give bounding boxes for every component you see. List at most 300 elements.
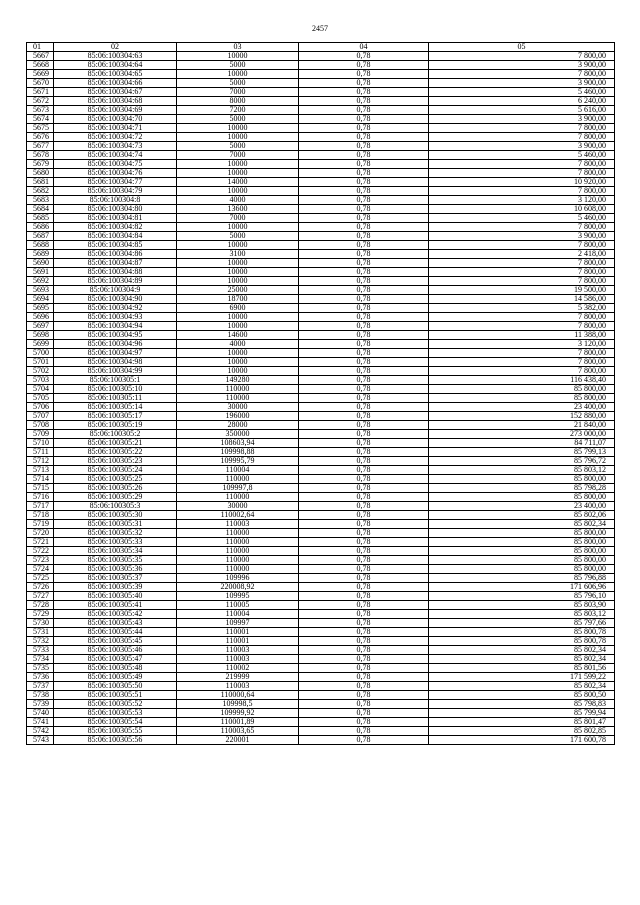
table-cell: 85:06:100304:66 (54, 79, 177, 88)
table-cell: 85:06:100305:42 (54, 610, 177, 619)
table-cell: 85:06:100304:93 (54, 313, 177, 322)
table-cell: 5709 (27, 430, 54, 439)
table-cell: 18700 (177, 295, 299, 304)
table-cell: 220001 (177, 736, 299, 745)
table-cell: 85:06:100304:73 (54, 142, 177, 151)
table-cell: 0,78 (299, 511, 429, 520)
table-row (27, 142, 615, 151)
table-row (27, 97, 615, 106)
table-cell: 5722 (27, 547, 54, 556)
table-row (27, 655, 615, 664)
table-row (27, 493, 615, 502)
table-row (27, 475, 615, 484)
table-cell: 10000 (177, 187, 299, 196)
table-cell: 85:06:100305:26 (54, 484, 177, 493)
table-cell: 0,78 (299, 592, 429, 601)
table-cell: 10000 (177, 160, 299, 169)
table-cell: 85:06:100304:82 (54, 223, 177, 232)
table-cell: 30000 (177, 403, 299, 412)
table-cell: 5675 (27, 124, 54, 133)
table-cell: 5703 (27, 376, 54, 385)
table-cell: 0,78 (299, 727, 429, 736)
table-cell: 14600 (177, 331, 299, 340)
column-header: 05 (429, 43, 615, 52)
table-row (27, 403, 615, 412)
table-cell: 5677 (27, 142, 54, 151)
table-cell: 0,78 (299, 196, 429, 205)
table-cell: 85:06:100305:52 (54, 700, 177, 709)
table-cell: 85 800,00 (429, 547, 615, 556)
table-cell: 6900 (177, 304, 299, 313)
table-cell: 85 802,34 (429, 646, 615, 655)
table-row (27, 241, 615, 250)
table-cell: 3 120,00 (429, 196, 615, 205)
table-cell: 0,78 (299, 709, 429, 718)
table-cell: 85:06:100305:36 (54, 565, 177, 574)
table-cell: 0,78 (299, 466, 429, 475)
table-cell: 5733 (27, 646, 54, 655)
table-cell: 5723 (27, 556, 54, 565)
table-cell: 85:06:100305:47 (54, 655, 177, 664)
table-cell: 7200 (177, 106, 299, 115)
table-row (27, 673, 615, 682)
table-cell: 10000 (177, 259, 299, 268)
table-cell: 0,78 (299, 151, 429, 160)
table-cell: 5710 (27, 439, 54, 448)
table-cell: 0,78 (299, 421, 429, 430)
table-cell: 7 800,00 (429, 70, 615, 79)
table-cell: 4000 (177, 196, 299, 205)
table-cell: 85:06:100305:39 (54, 583, 177, 592)
table-cell: 110000 (177, 493, 299, 502)
table-cell: 109997,8 (177, 484, 299, 493)
table-cell: 5725 (27, 574, 54, 583)
table-cell: 0,78 (299, 70, 429, 79)
table-cell: 85 802,06 (429, 511, 615, 520)
table-row (27, 133, 615, 142)
table-cell: 0,78 (299, 646, 429, 655)
table-cell: 85:06:100304:81 (54, 214, 177, 223)
table-cell: 0,78 (299, 673, 429, 682)
table-cell: 85:06:100304:71 (54, 124, 177, 133)
table-cell: 85:06:100305:37 (54, 574, 177, 583)
table-cell: 85:06:100305:3 (54, 502, 177, 511)
table-cell: 5719 (27, 520, 54, 529)
table-cell: 5694 (27, 295, 54, 304)
table-cell: 5690 (27, 259, 54, 268)
table-cell: 85:06:100305:35 (54, 556, 177, 565)
table-cell: 85 796,88 (429, 574, 615, 583)
table-cell: 7000 (177, 151, 299, 160)
table-cell: 85:06:100305:51 (54, 691, 177, 700)
table-cell: 0,78 (299, 178, 429, 187)
table-cell: 85 800,00 (429, 565, 615, 574)
table-row (27, 574, 615, 583)
table-cell: 85:06:100305:21 (54, 439, 177, 448)
table-cell: 10000 (177, 70, 299, 79)
table-row (27, 727, 615, 736)
table-row (27, 367, 615, 376)
table-cell: 5670 (27, 79, 54, 88)
table-cell: 0,78 (299, 115, 429, 124)
table-cell: 5729 (27, 610, 54, 619)
table-cell: 5728 (27, 601, 54, 610)
table-cell: 84 711,07 (429, 439, 615, 448)
table-row (27, 160, 615, 169)
table-cell: 23 400,00 (429, 502, 615, 511)
table-cell: 0,78 (299, 619, 429, 628)
table-row (27, 304, 615, 313)
table-row (27, 169, 615, 178)
table-cell: 5676 (27, 133, 54, 142)
table-cell: 5681 (27, 178, 54, 187)
table-cell: 0,78 (299, 493, 429, 502)
table-cell: 5743 (27, 736, 54, 745)
table-row (27, 565, 615, 574)
table-cell: 7 800,00 (429, 367, 615, 376)
table-row (27, 187, 615, 196)
table-cell: 5672 (27, 97, 54, 106)
table-cell: 85 803,12 (429, 610, 615, 619)
table-cell: 5702 (27, 367, 54, 376)
table-cell: 5701 (27, 358, 54, 367)
table-cell: 0,78 (299, 106, 429, 115)
table-cell: 110000 (177, 538, 299, 547)
table-cell: 85:06:100305:34 (54, 547, 177, 556)
table-cell: 5707 (27, 412, 54, 421)
table-cell: 30000 (177, 502, 299, 511)
table-cell: 0,78 (299, 124, 429, 133)
table-cell: 0,78 (299, 52, 429, 61)
table-row (27, 277, 615, 286)
column-header: 04 (299, 43, 429, 52)
table-cell: 109995 (177, 592, 299, 601)
table-cell: 110000 (177, 547, 299, 556)
table-cell: 5667 (27, 52, 54, 61)
table-row (27, 115, 615, 124)
table-cell: 110005 (177, 601, 299, 610)
table-cell: 0,78 (299, 610, 429, 619)
table-cell: 0,78 (299, 169, 429, 178)
table-cell: 7 800,00 (429, 358, 615, 367)
table-header-row (27, 43, 615, 52)
table-cell: 10000 (177, 367, 299, 376)
table-cell: 0,78 (299, 241, 429, 250)
table-cell: 7 800,00 (429, 241, 615, 250)
table-cell: 14000 (177, 178, 299, 187)
table-cell: 0,78 (299, 448, 429, 457)
table-cell: 0,78 (299, 187, 429, 196)
table-cell: 5705 (27, 394, 54, 403)
table-cell: 5673 (27, 106, 54, 115)
table-cell: 25000 (177, 286, 299, 295)
table-row (27, 349, 615, 358)
table-cell: 5000 (177, 79, 299, 88)
table-cell: 0,78 (299, 61, 429, 70)
table-cell: 0,78 (299, 250, 429, 259)
table-cell: 85 803,90 (429, 601, 615, 610)
table-cell: 85:06:100304:96 (54, 340, 177, 349)
table-cell: 85 800,00 (429, 475, 615, 484)
table-cell: 7 800,00 (429, 259, 615, 268)
table-cell: 85:06:100305:48 (54, 664, 177, 673)
table-row (27, 529, 615, 538)
table-cell: 5678 (27, 151, 54, 160)
table-cell: 0,78 (299, 79, 429, 88)
table-cell: 0,78 (299, 232, 429, 241)
table-cell: 6 240,00 (429, 97, 615, 106)
table-cell: 0,78 (299, 394, 429, 403)
table-cell: 0,78 (299, 133, 429, 142)
table-row (27, 358, 615, 367)
table-cell: 171 606,96 (429, 583, 615, 592)
table-cell: 85:06:100304:74 (54, 151, 177, 160)
table-cell: 85:06:100305:22 (54, 448, 177, 457)
table-cell: 5711 (27, 448, 54, 457)
table-cell: 5737 (27, 682, 54, 691)
table-cell: 0,78 (299, 223, 429, 232)
table-cell: 10000 (177, 169, 299, 178)
table-cell: 85:06:100305:32 (54, 529, 177, 538)
table-cell: 85 802,34 (429, 655, 615, 664)
table-cell: 110001 (177, 628, 299, 637)
table-row (27, 295, 615, 304)
table-cell: 85:06:100304:68 (54, 97, 177, 106)
table-cell: 85 799,13 (429, 448, 615, 457)
column-header: 03 (177, 43, 299, 52)
table-row (27, 196, 615, 205)
table-cell: 85:06:100305:50 (54, 682, 177, 691)
table-cell: 7000 (177, 88, 299, 97)
table-cell: 5683 (27, 196, 54, 205)
table-cell: 0,78 (299, 502, 429, 511)
table-row (27, 448, 615, 457)
table-cell: 85 802,34 (429, 682, 615, 691)
table-row (27, 484, 615, 493)
table-row (27, 88, 615, 97)
table-cell: 8000 (177, 97, 299, 106)
column-header: 02 (54, 43, 177, 52)
table-cell: 110003,65 (177, 727, 299, 736)
table-cell: 85:06:100305:29 (54, 493, 177, 502)
table-cell: 5706 (27, 403, 54, 412)
table-cell: 85:06:100305:54 (54, 718, 177, 727)
table-cell: 5696 (27, 313, 54, 322)
data-table (26, 42, 615, 745)
table-cell: 5689 (27, 250, 54, 259)
table-cell: 0,78 (299, 700, 429, 709)
table-cell: 0,78 (299, 205, 429, 214)
table-cell: 0,78 (299, 97, 429, 106)
table-cell: 85 803,12 (429, 466, 615, 475)
table-cell: 5730 (27, 619, 54, 628)
table-cell: 5721 (27, 538, 54, 547)
table-cell: 5726 (27, 583, 54, 592)
table-cell: 5680 (27, 169, 54, 178)
table-cell: 85:06:100305:41 (54, 601, 177, 610)
table-row (27, 214, 615, 223)
table-cell: 0,78 (299, 412, 429, 421)
table-cell: 110000 (177, 565, 299, 574)
table-cell: 85:06:100305:30 (54, 511, 177, 520)
table-row (27, 583, 615, 592)
table-row (27, 601, 615, 610)
table-cell: 0,78 (299, 313, 429, 322)
table-row (27, 610, 615, 619)
table-cell: 10 608,00 (429, 205, 615, 214)
table-cell: 0,78 (299, 430, 429, 439)
table-row (27, 286, 615, 295)
table-cell: 0,78 (299, 538, 429, 547)
table-row (27, 691, 615, 700)
table-cell: 85:06:100305:1 (54, 376, 177, 385)
table-cell: 5000 (177, 232, 299, 241)
table-cell: 85:06:100304:90 (54, 295, 177, 304)
table-cell: 85 798,83 (429, 700, 615, 709)
column-header: 01 (27, 43, 54, 52)
table-cell: 85:06:100304:88 (54, 268, 177, 277)
table-cell: 10000 (177, 358, 299, 367)
table-cell: 3100 (177, 250, 299, 259)
table-cell: 5742 (27, 727, 54, 736)
table-cell: 5720 (27, 529, 54, 538)
table-row (27, 232, 615, 241)
table-row (27, 151, 615, 160)
table-cell: 85:06:100304:80 (54, 205, 177, 214)
table-cell: 149280 (177, 376, 299, 385)
table-cell: 85:06:100305:19 (54, 421, 177, 430)
table-cell: 5679 (27, 160, 54, 169)
table-cell: 23 400,00 (429, 403, 615, 412)
table-cell: 85 800,78 (429, 628, 615, 637)
table-cell: 5684 (27, 205, 54, 214)
table-cell: 10000 (177, 268, 299, 277)
table-cell: 5697 (27, 322, 54, 331)
table-cell: 5691 (27, 268, 54, 277)
table-cell: 85:06:100304:8 (54, 196, 177, 205)
table-cell: 0,78 (299, 88, 429, 97)
table-row (27, 70, 615, 79)
table-cell: 85:06:100304:87 (54, 259, 177, 268)
table-cell: 85:06:100305:56 (54, 736, 177, 745)
table-cell: 0,78 (299, 367, 429, 376)
table-cell: 85:06:100304:69 (54, 106, 177, 115)
table-row (27, 538, 615, 547)
table-cell: 5668 (27, 61, 54, 70)
table-cell: 5741 (27, 718, 54, 727)
table-cell: 0,78 (299, 439, 429, 448)
table-cell: 85 799,94 (429, 709, 615, 718)
table-cell: 0,78 (299, 331, 429, 340)
table-cell: 350000 (177, 430, 299, 439)
table-cell: 85:06:100305:33 (54, 538, 177, 547)
table-cell: 5698 (27, 331, 54, 340)
table-row (27, 556, 615, 565)
table-cell: 110000,64 (177, 691, 299, 700)
table-cell: 21 840,00 (429, 421, 615, 430)
table-cell: 109996 (177, 574, 299, 583)
table-cell: 110004 (177, 466, 299, 475)
table-cell: 171 599,22 (429, 673, 615, 682)
table-cell: 85 802,34 (429, 520, 615, 529)
table-cell: 0,78 (299, 583, 429, 592)
table-cell: 85 800,78 (429, 637, 615, 646)
table-cell: 0,78 (299, 664, 429, 673)
table-cell: 85:06:100305:45 (54, 637, 177, 646)
table-cell: 110000 (177, 529, 299, 538)
table-cell: 0,78 (299, 682, 429, 691)
table-cell: 0,78 (299, 565, 429, 574)
table-cell: 85:06:100305:55 (54, 727, 177, 736)
table-cell: 109999,92 (177, 709, 299, 718)
table-cell: 0,78 (299, 520, 429, 529)
table-row (27, 637, 615, 646)
table-cell: 5731 (27, 628, 54, 637)
table-row (27, 259, 615, 268)
table-cell: 5713 (27, 466, 54, 475)
table-row (27, 331, 615, 340)
table-cell: 5674 (27, 115, 54, 124)
table-cell: 116 438,40 (429, 376, 615, 385)
table-cell: 10000 (177, 52, 299, 61)
table-cell: 0,78 (299, 637, 429, 646)
table-cell: 2 418,00 (429, 250, 615, 259)
table-cell: 5 382,00 (429, 304, 615, 313)
table-cell: 0,78 (299, 286, 429, 295)
table-row (27, 223, 615, 232)
table-cell: 7 800,00 (429, 313, 615, 322)
table-cell: 0,78 (299, 304, 429, 313)
table-cell: 7 800,00 (429, 277, 615, 286)
table-row (27, 502, 615, 511)
table-row (27, 106, 615, 115)
table-cell: 109998,88 (177, 448, 299, 457)
table-cell: 5000 (177, 115, 299, 124)
table-cell: 5716 (27, 493, 54, 502)
table-row (27, 466, 615, 475)
table-cell: 13600 (177, 205, 299, 214)
table-row (27, 124, 615, 133)
table-cell: 10000 (177, 133, 299, 142)
table-cell: 3 900,00 (429, 232, 615, 241)
table-cell: 220008,92 (177, 583, 299, 592)
table-cell: 85:06:100304:92 (54, 304, 177, 313)
table-cell: 5 460,00 (429, 151, 615, 160)
table-cell: 5692 (27, 277, 54, 286)
table-cell: 85:06:100304:98 (54, 358, 177, 367)
table-cell: 0,78 (299, 376, 429, 385)
table-row (27, 205, 615, 214)
table-row (27, 268, 615, 277)
table-cell: 4000 (177, 340, 299, 349)
table-cell: 3 900,00 (429, 61, 615, 70)
table-cell: 85 801,47 (429, 718, 615, 727)
table-cell: 85:06:100305:46 (54, 646, 177, 655)
table-cell: 110000 (177, 556, 299, 565)
table-cell: 0,78 (299, 259, 429, 268)
table-row (27, 412, 615, 421)
table-row (27, 592, 615, 601)
table-row (27, 511, 615, 520)
table-cell: 0,78 (299, 358, 429, 367)
table-cell: 10000 (177, 277, 299, 286)
table-cell: 85 800,00 (429, 556, 615, 565)
table-cell: 109998,5 (177, 700, 299, 709)
table-cell: 7 800,00 (429, 160, 615, 169)
table-cell: 10000 (177, 322, 299, 331)
table-cell: 5687 (27, 232, 54, 241)
table-cell: 5693 (27, 286, 54, 295)
